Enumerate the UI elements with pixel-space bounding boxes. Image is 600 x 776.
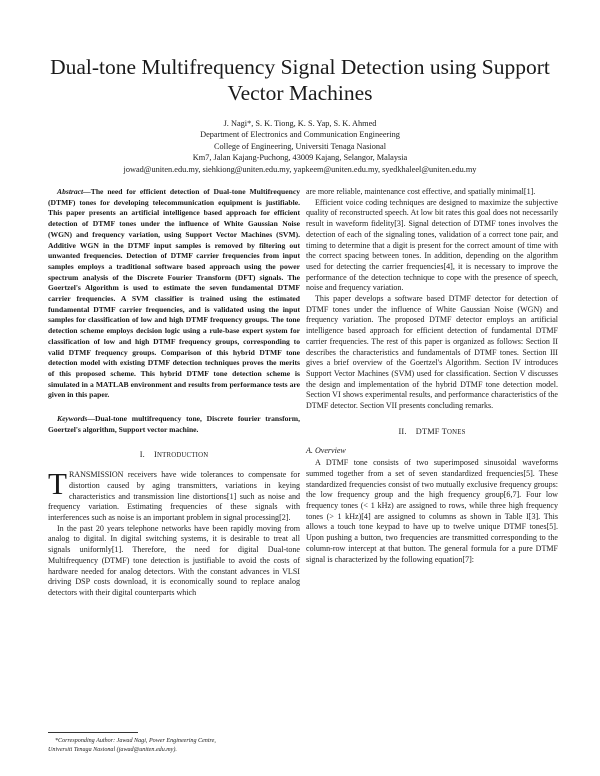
- author-college: College of Engineering, Universiti Tenaga Nasional: [213, 141, 387, 151]
- author-names: J. Nagi*, S. K. Tiong, K. S. Yap, S. K. Ahmed: [223, 119, 377, 128]
- paper-title: Dual-tone Multifrequency Signal Detection using Support Vector Machines: [50, 55, 550, 105]
- intro-paragraph-1: TRANSMISSION receivers have wide tolerances to compensate for distortion caused by aging transmitters, variations in keying characteristics and transmission line distortions[1] such as noise and frequency variation. Estimating frequencies of these signals with interferences such as noise is an important problem in signal processing[2].: [48, 466, 300, 522]
- footnote-rule: [48, 732, 138, 733]
- dtmf-paragraph-1: A DTMF tone consists of two superimposed sinusoidal waveforms summed together from a set of seven standardized frequencies[5]. These standardized frequencies consist of two mutually exclusive frequency groups: the low frequency group and the high frequency group[6,7]. Four low frequency tones (< 1 kHz) are assigned to rows, while three high frequency tones (> 1 kHz)[4] are assigned to columns as shown in Table I[3]. This allows a touch tone keypad to have up to twelve unique DTMF tones[5]. Upon pushing a button, two frequencies are transmitted corresponding to the column-row intercept at that button. The general formula for a pure DTMF signal is characterized by the following equation[7]:: [306, 458, 558, 564]
- abstract-label: Abstract—: [57, 187, 91, 196]
- author-department: Department of Electronics and Communication Engineering: [200, 130, 400, 140]
- intro-paragraph-2: In the past 20 years telephone networks have been rapidly moving from analog to digital. In digital switching systems, it is desirable to treat all signals uniformly[1]. Therefore, the need for digital Dual-tone Multifrequency (DTMF) tone detection is justifiable to avoid the costs of hardware needed for analog detectors. With the constant advances in VLSI driving DSP costs download, it is economically sound to replace analog detectors with their digital counterparts which: [48, 523, 300, 597]
- footnote: [48, 737, 300, 754]
- author-emails[interactable]: jowad@uniten.edu.my, siehkiong@uniten.edu.my, yapkeem@uniten.edu.my, syedkhaleel@uniten.edu.my: [123, 164, 477, 174]
- abstract: [48, 187, 300, 401]
- keywords-label: Keywords—: [57, 414, 95, 424]
- left-column: [48, 187, 300, 599]
- intro-paragraph-4: This paper develops a software based DTMF detector for detection of DTMF tones under the influence of White Gaussian Noise (WGN) and frequency variation. The proposed DTMF detector employs an artificial intelligence based approach for efficient detection of fundamental DTMF carrier frequencies. The rest of this paper is organized as follows: Section II describes the characteristics and fundamentals of DTMF tones. Section III gives a brief overview of the Goertzel's Algorithm. Section IV introduces Support Vector Machines (SVM) used for classification. Section V discusses the design and implementation of the hybrid DTMF tone detection model. Section VI shows experimental results, and performance characteristics of the DTMF detector. Section VII presents concluding remarks.: [306, 294, 558, 411]
- keywords-text: Dual-tone multifrequency tone, Discrete fourier transform, Goertzel's algorithm, Support vector machine.: [48, 414, 300, 434]
- keywords: [48, 414, 300, 435]
- section-heading-dtmf-tones: II. DTMF TONES: [398, 426, 466, 436]
- abstract-text: The need for efficient detection of Dual-tone Multifrequency (DTMF) tones for developing telecommunication equipment is justifiable. This paper presents an artificial intelligence based approach for efficient detection of DTMF tones under the influence of White Gaussian Noise (WGN) and frequency variation, using Support Vector Machines (SVM). Additive WGN in the DTMF input samples is removed by filtering out unwanted frequencies. Detection of DTMF carrier frequencies from input samples employs a traditional software based approach using the power spectrum analysis of the Discrete Fourier Transform (DFT) signals. The Goertzel's Algorithm is used to estimate the seven fundamental DTMF carrier frequencies. A SVM classifier is trained using the estimated fundamental DTMF carrier frequencies, and is validated using the input samples for classification of low and high DTMF frequency groups. The tone detection scheme employs decision logic using a rule-base expert system for classification of low and high DTMF frequency groups, corresponding to valid DTMF frequency groups. Comparison of this hybrid DTMF tone detection model with existing DTMF detection techniques proves the merits of this proposed scheme. This hybrid DTMF tone detection scheme is simulated in a MATLAB environment and results from performance tests are given in this paper.: [48, 187, 300, 400]
- footnote-line-1: *Corresponding Author: Jawad Nagi, Power Engineering Centre,: [55, 738, 216, 744]
- author-address: Km7, Jalan Kajang-Puchong, 43009 Kajang, Selangor, Malaysia: [192, 153, 408, 163]
- author-block: [40, 118, 560, 175]
- subsection-overview: A. Overview: [306, 446, 346, 456]
- drop-cap: T: [48, 466, 67, 502]
- intro-paragraph-2-continued: are more reliable, maintenance cost effective, and spatially minimal[1].: [306, 187, 536, 196]
- right-column: [306, 187, 558, 565]
- section-heading-introduction: I. INTRODUCTION: [139, 450, 209, 460]
- footnote-line-2: Universiti Tenaga Nasional (jawad@uniten.edu.my).: [48, 746, 177, 753]
- intro-paragraph-3: Efficient voice coding techniques are designed to maximize the subjective quality of reconstructed speech. At low bit rates this goal does not necessarily result in waveform fidelity[3]. Signal detection of DTMF tones involves the detection of each of the signaling tones, validation of a correct tone pair, and timing to determine that a digit is present for the correct amount of time with the correct spacing between tones. In addition, depending on the algorithm used for detecting the carrier frequencies[4], it is necessary to improve the performance of the detection technique to cope with the presence of speech, noise and frequency variation.: [306, 197, 558, 293]
